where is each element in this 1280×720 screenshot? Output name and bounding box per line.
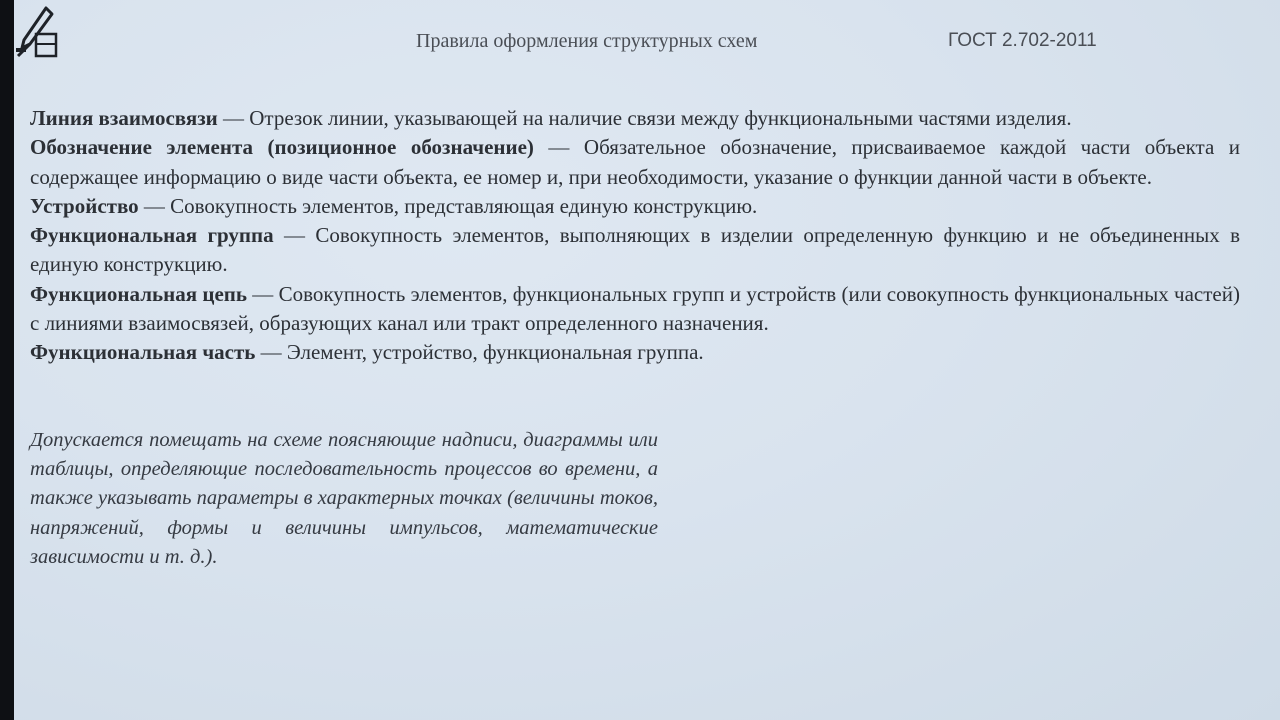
definition-term: Функциональная цепь <box>30 281 247 306</box>
definition-item <box>30 104 1240 133</box>
slide <box>14 0 1280 720</box>
definition-text: — Совокупность элементов, функциональных групп и устройств (или совокупность функциональных частей) с линиями взаимосвязей, образующих канал или тракт определенного назначения. <box>30 281 1240 336</box>
definition-term: Обозначение элемента (позиционное обозначение) <box>30 135 534 160</box>
definition-item <box>30 338 1240 367</box>
definition-item <box>30 280 1240 339</box>
definition-text: — Совокупность элементов, выполняющих в изделии определенную функцию и не объединенных в единую конструкцию. <box>30 223 1240 277</box>
pen-on-ruler-icon <box>16 4 60 58</box>
definition-text: — Обязательное обозначение, присваиваемое каждой части объекта и содержащее информацию о виде части объекта, ее номер и, при необходимости, указание о функции данной части в объекте. <box>30 135 1241 189</box>
definition-item <box>30 133 1240 192</box>
definition-term: Функциональная часть <box>30 340 256 365</box>
definitions-list <box>30 104 1240 368</box>
definition-item <box>30 192 1240 221</box>
definition-text: — Элемент, устройство, функциональная группа. <box>255 340 704 365</box>
definition-term: Устройство <box>30 193 139 218</box>
definition-text: — Совокупность элементов, представляющая единую конструкцию. <box>138 193 758 218</box>
definition-term: Линия взаимосвязи <box>30 106 218 130</box>
definition-term: Функциональная группа <box>30 223 274 248</box>
definition-item <box>30 221 1240 280</box>
definition-text: — Отрезок линии, указывающей на наличие связи между функциональными частями изделия. <box>217 106 1072 130</box>
note-paragraph: Допускается помещать на схеме поясняющие надписи, диаграммы или таблицы, определяющие последовательность процессов во времени, а также указывать параметры в характерных точках (величины токов, напряжений, формы и величины импульсов, математические зависимости и т. д.). <box>30 429 658 568</box>
standard-reference: ГОСТ 2.702-2011 <box>948 30 1097 51</box>
page-title: Правила оформления структурных схем <box>416 30 758 52</box>
